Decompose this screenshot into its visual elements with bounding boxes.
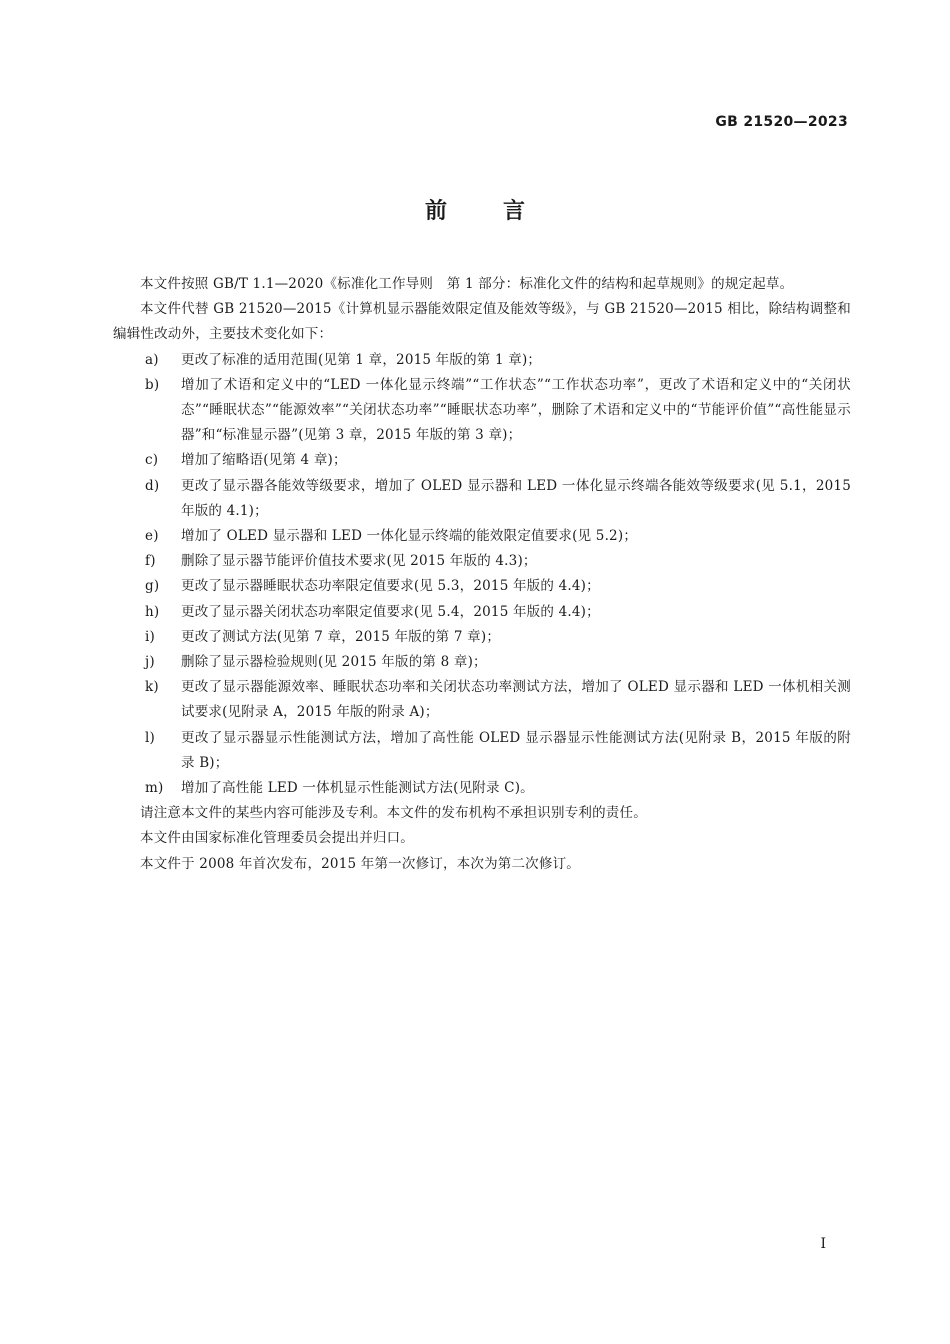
- list-marker: j): [145, 654, 155, 671]
- list-item: [113, 625, 851, 650]
- list-marker: a): [145, 351, 159, 368]
- list-text: 更改了显示器显示性能测试方法，增加了高性能 OLED 显示器显示性能测试方法(见附录 B，2015 年版的附录 B)；: [181, 729, 851, 771]
- list-item: [113, 776, 851, 801]
- list-item: [113, 373, 851, 449]
- page-title: 前言: [424, 199, 581, 224]
- list-text: 增加了 OLED 显示器和 LED 一体化显示终端的能效限定值要求(见 5.2)；: [181, 528, 638, 545]
- list-text: 删除了显示器检验规则(见 2015 年版的第 8 章)；: [181, 654, 487, 671]
- list-marker: k): [145, 679, 159, 696]
- list-item: [113, 448, 851, 473]
- intro-paragraph-2: 本文件代替 GB 21520—2015《计算机显示器能效限定值及能效等级》，与 GB 21520—2015 相比，除结构调整和编辑性改动外，主要技术变化如下：: [113, 301, 851, 343]
- list-marker: m): [145, 780, 164, 797]
- standard-code: GB 21520—2023: [715, 114, 848, 130]
- list-marker: d): [145, 477, 160, 494]
- list-text: 增加了缩略语(见第 4 章)；: [181, 452, 347, 469]
- list-text: 更改了测试方法(见第 7 章，2015 年版的第 7 章)；: [181, 628, 501, 645]
- closing-paragraph-1: 请注意本文件的某些内容可能涉及专利。本文件的发布机构不承担识别专利的责任。: [140, 805, 647, 822]
- list-marker: e): [145, 528, 159, 545]
- list-text: 更改了显示器关闭状态功率限定值要求(见 5.4，2015 年版的 4.4)；: [181, 603, 600, 620]
- list-item: [113, 524, 851, 549]
- list-item: [113, 348, 851, 373]
- page-number: I: [820, 1236, 826, 1252]
- list-marker: c): [145, 452, 159, 469]
- list-text: 更改了显示器能源效率、睡眠状态功率和关闭状态功率测试方法，增加了 OLED 显示器和 LED 一体机相关测试要求(见附录 A，2015 年版的附录 A)；: [181, 679, 851, 721]
- list-text: 增加了术语和定义中的“LED 一体化显示终端”“工作状态”“工作状态功率”，更改了术语和定义中的“关闭状态”“睡眠状态”“能源效率”“关闭状态功率”“睡眠状态功率”，删除了术语和定义中的“节能评价值”“高性能显示器”和“标准显示器”(见第 3 章，2015 年版的第 3 章)；: [181, 376, 851, 444]
- list-item: [113, 549, 851, 574]
- list-marker: i): [145, 628, 155, 645]
- list-text: 更改了显示器各能效等级要求，增加了 OLED 显示器和 LED 一体化显示终端各能效等级要求(见 5.1，2015 年版的 4.1)；: [181, 477, 851, 519]
- intro-paragraph-1: 本文件按照 GB/T 1.1—2020《标准化工作导则 第 1 部分：标准化文件的结构和起草规则》的规定起草。: [140, 276, 794, 292]
- list-text: 更改了标准的适用范围(见第 1 章，2015 年版的第 1 章)；: [181, 351, 542, 368]
- list-item: [113, 650, 851, 675]
- list-item: [113, 574, 851, 599]
- list-text: 更改了显示器睡眠状态功率限定值要求(见 5.3，2015 年版的 4.4)；: [181, 578, 600, 595]
- list-marker: b): [145, 376, 160, 393]
- list-marker: g): [145, 578, 160, 595]
- list-marker: h): [145, 603, 160, 620]
- list-item: [113, 600, 851, 625]
- list-text: 增加了高性能 LED 一体机显示性能测试方法(见附录 C)。: [181, 780, 534, 797]
- changes-list: [113, 348, 851, 802]
- closing-paragraph-3: 本文件于 2008 年首次发布，2015 年第一次修订，本次为第二次修订。: [140, 855, 580, 872]
- list-marker: f): [145, 553, 156, 570]
- list-item: [113, 675, 851, 725]
- list-item: [113, 726, 851, 776]
- list-text: 删除了显示器节能评价值技术要求(见 2015 年版的 4.3)；: [181, 553, 537, 570]
- closing-paragraph-2: 本文件由国家标准化管理委员会提出并归口。: [140, 830, 414, 847]
- list-item: [113, 474, 851, 524]
- foreword-body: [113, 272, 851, 877]
- list-marker: l): [145, 729, 155, 746]
